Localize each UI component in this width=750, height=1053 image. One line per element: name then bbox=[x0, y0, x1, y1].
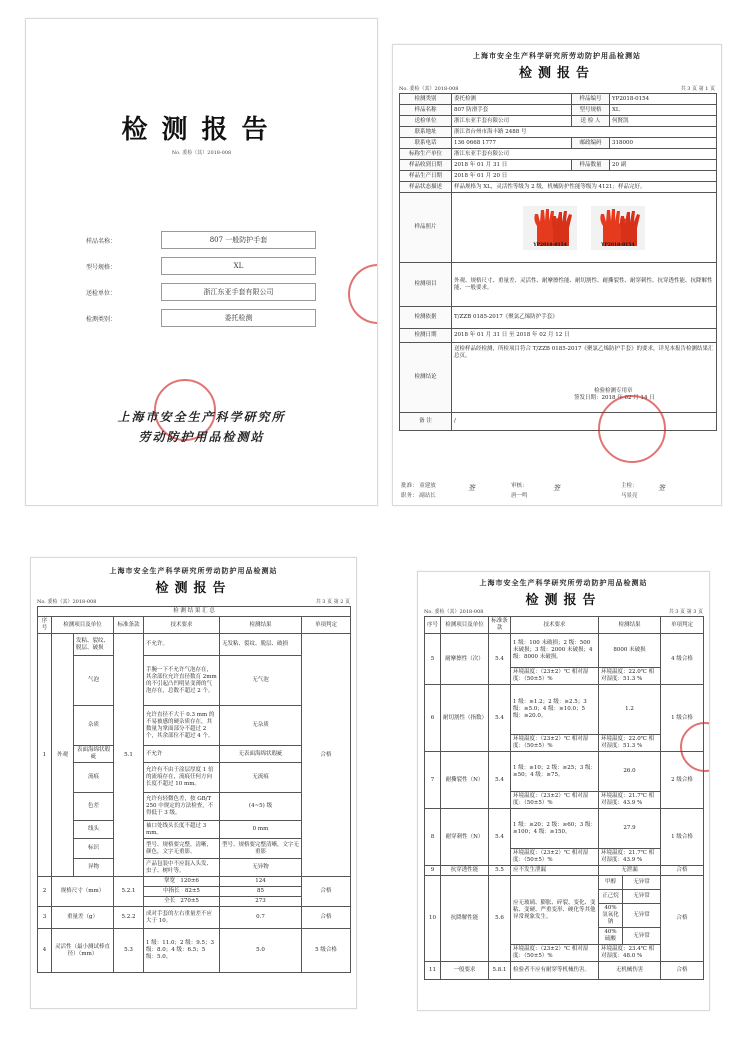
table-row: 检测类别 委托检测 样品编号 YP2018-0154 bbox=[400, 94, 717, 105]
signature: 签 bbox=[553, 484, 560, 492]
table-row: 表面海绵状瑕疵 不允许 无表面海绵状瑕疵 bbox=[38, 746, 351, 763]
table-row: 11 一般要求 5.8.1 检验者不应有耐穿等机械伤害。 无机械伤害 合格 bbox=[425, 962, 704, 980]
table-row: 样品生产日期 2018 年 01 月 20 日 bbox=[400, 171, 717, 182]
results-table: 检 测 结 果 汇 总 序号 检测项目及单位 标准条款 技术要求 检测结果 单项判定 1 外观 发粘、裂纹、脱层、破损 5.1 不允许。 无发粘、裂纹、脱层、破损 合格 气泡 手腕一下不允许气泡存在，其余部位允许直径数育 2mm 的不引起凸凹明显变薄的气泡存在，总数不超过 2 个。 无气泡 杂质 允许直径不大于 0.3 mm 的不易被感的硬杂质存在，其数量为掌面部分不超过 2 个，其余部位不超过 4 个。 无杂质 表面海绵状瑕疵 不允许 无表面海绵状瑕疵 流痕 允许有不由于涂层厚度 1 倍的流痕存在，流痕任何方向长度不超过 10 mm。 无流痕 色差 允许有轻微色差，按 GB/T 250 中规定的方法检查，不得低于 3 级。 (4~5) 级 线头 袖口处线头长度不超过 3 mm。 0 mm 标识 型号、规格要完整，清晰，颜色，文字无重影。 型号、规格要完整清晰，文字无重影 异物 产品包装中不应混入头发、虫子、树叶等。 无异物 2 规格尺寸（mm） 5.2.1 掌宽 120±6 124 合格 中指长 82±5 85 全长 270±5 273 3 重量差（g） 5.2.2 成对手套的左右重量差不应大于 10。 0.7 合格 4 灵活性（最小测试棒直径）（mm） 5.3 1 级：11.0；2 级：9.5；3 级：8.0；4 级：6.5；5 级：5.0。 5.0 5 级合格 bbox=[37, 606, 351, 973]
table-row: 色差 允许有轻微色差，按 GB/T 250 中规定的方法检查，不得低于 3 级。 (4~5) 级 bbox=[38, 793, 351, 821]
table-row: 送检单位 浙江东亚手套有限公司 送 检 人 何賢凯 bbox=[400, 116, 717, 127]
table-row: 5 耐摩擦性（次） 5.4 1 级：100 未破损；2 级：500 未破损；3 级：2000 未破损；4 级：8000 未破损。 8000 未破损 4 级合格 bbox=[425, 634, 704, 668]
table-row: 9 抗穿透性能 5.5 应不发生泄漏 无泄漏 合格 bbox=[425, 866, 704, 876]
table-row: 检测项目 外观、规格尺寸、重量差、灵活性、耐摩擦性能、耐切割性、耐撕裂性、耐穿刺性、抗穿透性能、抗降解性能、一般要求。 bbox=[400, 263, 717, 307]
footer-title: 职务： 副站长 bbox=[401, 493, 436, 499]
table-row: 杂质 允许直径不大于 0.3 mm 的不易被感的硬杂质存在，其数量为掌面部分不超过 2 个，其余部位不超过 4 个。 无杂质 bbox=[38, 706, 351, 746]
cover-institute: 上海市安全生产科学研究所 劳动防护用品检测站 bbox=[117, 410, 286, 444]
table-row: 样品收到日期 2018 年 01 月 31 日 样品数量 20 副 bbox=[400, 160, 717, 171]
table-row: 全长 270±5 273 bbox=[38, 897, 351, 907]
cover-report-no: No. 委检（其）2018-008 bbox=[171, 150, 232, 156]
page-info: 共 3 页 第 2 页 bbox=[315, 599, 350, 605]
page-info: 共 3 页 第 1 页 bbox=[680, 86, 715, 92]
table-row: 标识 型号、规格要完整，清晰，颜色，文字无重影。 型号、规格要完整清晰，文字无重影 bbox=[38, 839, 351, 859]
cover-field-category: 检测类别： 委托检测 bbox=[86, 309, 316, 329]
table-row: 检测日期 2018 年 01 月 31 日 至 2018 年 02 月 12 日 bbox=[400, 329, 717, 343]
table-row: 1 外观 发粘、裂纹、脱层、破损 5.1 不允许。 无发粘、裂纹、脱层、破损 合格 bbox=[38, 634, 351, 656]
table-row: 检测结论 送检样品经检测，所检项目符合 T/ZZB 0185-2017《聚氯乙烯防护手套》的要求，详见本报告检测结果汇总页。 检验检测专用章 签发日期：2018 年 02 月 14 日 bbox=[400, 343, 717, 413]
institute-header: 上海市安全生产科学研究所劳动防护用品检测站 bbox=[473, 51, 641, 60]
table-row: 标称生产单位 浙江东亚手套有限公司 bbox=[400, 149, 717, 160]
table-row: 样品照片 YP2018-0154 YP2018-0154 bbox=[400, 193, 717, 263]
table-row: 8 耐穿刺性（N） 5.4 1 级：≥20；2 级：≥60；3 级：≥100；4 级：≥150。 27.9 1 级合格 bbox=[425, 809, 704, 849]
report-title: 检测报告 bbox=[155, 581, 232, 596]
table-header: 序号 检测项目及单位 标准条款 技术要求 检测结果 单项判定 bbox=[38, 617, 351, 634]
table-row: 6 耐切割性（指数） 5.4 1 级：≥1.2；2 级：≥2.5；3 级：≥5.0；4 级：≥10.0；5 级：≥20.0。 1.2 1 级合格 bbox=[425, 685, 704, 735]
glove-photo: YP2018-0154 bbox=[591, 206, 645, 250]
cover-page bbox=[25, 18, 378, 506]
sample-info-table bbox=[399, 93, 717, 431]
cover-title: 检测报告 bbox=[121, 115, 282, 145]
cover-field-model: 型号规格： XL bbox=[86, 257, 316, 277]
table-row: 3 重量差（g） 5.2.2 成对手套的左右重量差不应大于 10。 0.7 合格 bbox=[38, 907, 351, 929]
report-title: 检测报告 bbox=[525, 593, 602, 608]
table-row: 4 灵活性（最小测试棒直径）（mm） 5.3 1 级：11.0；2 级：9.5；3 级：8.0；4 级：6.5；5 级：5.0。 5.0 5 级合格 bbox=[38, 929, 351, 973]
page-info: 共 3 页 第 3 页 bbox=[668, 609, 703, 615]
cover-field-client: 送检单位： 浙江东亚手套有限公司 bbox=[86, 283, 316, 303]
table-row: 线头 袖口处线头长度不超过 3 mm。 0 mm bbox=[38, 821, 351, 839]
table-row: 联系电话 136 0668 1777 邮政编码 318000 bbox=[400, 138, 717, 149]
table-row: 联系地址 浙江省台州市海丰路 2488 号 bbox=[400, 127, 717, 138]
test-seal-stamp bbox=[598, 395, 666, 463]
results-table: 序号 检测项目及单位 标准条款 技术要求 检测结果 单项判定 5 耐摩擦性（次） 5.4 1 级：100 未破损；2 级：500 未破损；3 级：2000 未破损；4 级：8000 未破损。 8000 未破损 4 级合格 环境温度：（23±2）℃ 相对湿度：（50±5）% 环境温度：22.0℃ 相对湿度：51.3 % 6 耐切割性（指数） 5.4 1 级：≥1.2；2 级：≥2.5；3 级：≥5.0；4 级：≥10.0；5 级：≥20.0。 1.2 1 级合格 环境温度：（23±2）℃ 相对湿度：（50±5）% 环境温度：22.0℃ 相对湿度：51.3 % 7 耐撕裂性（N） 5.4 1 级：≥10；2 级：≥25；3 级：≥50；4 级：≥75。 26.0 2 级合格 环境温度：（23±2）℃ 相对湿度：（50±5）% 环境温度：21.7℃ 相对湿度：43.9 % 8 耐穿刺性（N） 5.4 1 级：≥20；2 级：≥60；3 级：≥100；4 级：≥150。 27.9 1 级合格 环境温度：（23±2）℃ 相对湿度：（50±5）% 环境温度：21.7℃ 相对湿度：43.9 % 9 抗穿透性能 5.5 应不发生泄漏 无泄漏 合格 10 抗降解性能 5.6 应无玻璃、膨胀、碎裂、变化、变粘、变硬、严重变形、硬化等其他异常现象发生。 甲醇 无异常 合格 正己烷 无异常 40% 氢氧化钠 无异常 40% 硫酸 无异常 环境温度：（23±2）℃ 相对湿度：（50±5）% 环境温度：23.4℃ 相对湿度：48.0 % 11 一般要求 5.8.1 检验者不应有耐穿等机械伤害。 无机械伤害 合格 bbox=[424, 616, 704, 980]
report-no: No. 委检（其）2018-008 bbox=[37, 599, 97, 605]
cover-field-sample-name: 样品名称： 807 一般防护手套 bbox=[86, 231, 316, 251]
table-row: 样品状态描述 样品规格为 XL，灵活性等级为 2 级，机械防护性能等级为 4121；样品完好。 bbox=[400, 182, 717, 193]
report-no: No. 委检（其）2018-008 bbox=[424, 609, 484, 615]
report-no: No. 委检（其）2018-008 bbox=[399, 86, 459, 92]
footer-main: 主检： bbox=[621, 483, 638, 489]
institute-header: 上海市安全生产科学研究所劳动防护用品检测站 bbox=[479, 578, 648, 587]
signature: 签 bbox=[658, 484, 665, 492]
table-row: 7 耐撕裂性（N） 5.4 1 级：≥10；2 级：≥25；3 级：≥50；4 级：≥75。 26.0 2 级合格 bbox=[425, 752, 704, 792]
table-header: 序号 检测项目及单位 标准条款 技术要求 检测结果 单项判定 bbox=[425, 617, 704, 634]
table-row: 10 抗降解性能 5.6 应无玻璃、膨胀、碎裂、变化、变粘、变硬、严重变形、硬化等其他异常现象发生。 甲醇 无异常 合格 bbox=[425, 876, 704, 890]
table-row: 检测依据 T/ZZB 0185-2017《聚氯乙烯防护手套》 bbox=[400, 307, 717, 329]
edge-seal-stamp bbox=[348, 264, 378, 324]
report-title: 检测报告 bbox=[518, 66, 595, 81]
report-page-2 bbox=[30, 557, 357, 1009]
table-row: 异物 产品包装中不应混入头发、虫子、树叶等。 无异物 bbox=[38, 859, 351, 877]
signature: 签 bbox=[468, 484, 475, 492]
table-row: 流痕 允许有不由于涂层厚度 1 倍的流痕存在，流痕任何方向长度不超过 10 mm。 无流痕 bbox=[38, 763, 351, 793]
table-row: 备 注 / bbox=[400, 413, 717, 431]
table-row: 中指长 82±5 85 bbox=[38, 887, 351, 897]
table-row: 样品名称 807 防滑手套 型号规格 XL bbox=[400, 105, 717, 116]
report-page-3 bbox=[417, 571, 710, 1011]
table-row: 气泡 手腕一下不允许气泡存在，其余部位允许直径数育 2mm 的不引起凸凹明显变薄的气泡存在，总数不超过 2 个。 无气泡 bbox=[38, 656, 351, 706]
glove-photo: YP2018-0154 bbox=[523, 206, 577, 250]
table-row: 2 规格尺寸（mm） 5.2.1 掌宽 120±6 124 合格 bbox=[38, 877, 351, 887]
institute-header: 上海市安全生产科学研究所劳动防护用品检测站 bbox=[109, 566, 278, 575]
footer-approve: 批准： 童建放 bbox=[401, 483, 436, 489]
footer-review: 审核： bbox=[511, 483, 528, 489]
report-page-1: 上海市安全生产科学研究所劳动防护用品检测站 检测报告 No. 委检（其）2018-008 共 3 页 第 1 页 检测类别 委托检测 样品编号 YP2018-0154 样品名称 807 防滑手套 型号规格 XL 送检单位 浙江东亚手套有限公司 送 检 人 何賢凯 联系地址 浙江省台州市海丰路 2488 号 联系电话 136 0668 1777 邮政编码 318000 标称生产单位 浙江东亚手套有限公司 样品收到日期 2018 年 01 月 31 日 样品数量 20 副 样品生产日期 2018 年 01 月 20 日 样品状态描述 样品规格为 XL，灵活性等级为 2 级，机械防护性能等级为 4121；样品完好。 样品照片 YP2018-0154 YP2018-0154 检测项目 外观、规格尺寸、重量差、灵活性、耐摩擦性能、耐切割性、耐撕裂性、耐穿刺性、抗穿透性能、抗降解性能、一般要求。 检测依据 T/ZZB 0185-2017《聚氯乙烯防护手套》 检测日期 2018 年 01 月 31 日 至 2018 年 02 月 12 日 检测结论 送检样品经检测，所检项目符合 T/ZZB 0185-2017《聚氯乙烯防护手套》的要求，详见本报告检测结果汇总页。 检验检测专用章 签发日期：2018 年 02 月 14 日 备 注 / 批准： 童建放 职务： 副站长 签 审核： 唐一鸣 签 主检： 马景亮 签 bbox=[392, 44, 722, 506]
